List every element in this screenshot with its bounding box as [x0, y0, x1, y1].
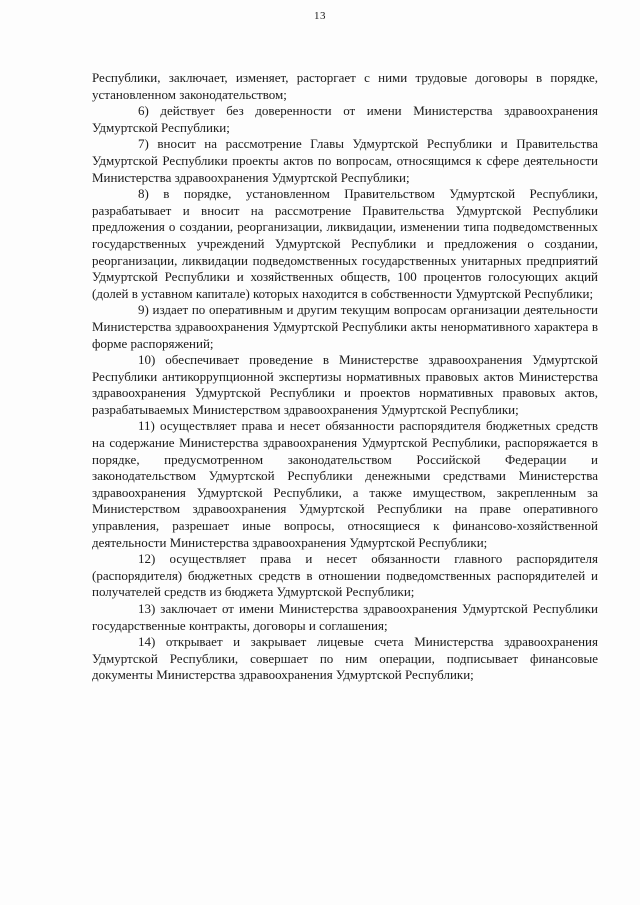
paragraph-item-12: 12) осуществляет права и несет обязанности главного распорядителя (распорядителя) бюджетных средств в отношении подведомственных распорядителей и получателей средств из бюджета Удмуртской Республики; — [92, 551, 598, 600]
paragraph-item-11: 11) осуществляет права и несет обязанности распорядителя бюджетных средств на содержание Министерства здравоохранения Удмуртской Республики, распоряжается в порядке, предусмотренном законодательством Российской Федерации и законодательством Удмуртской Республики денежными средствами Министерства здравоохранения Удмуртской Республики, а также имуществом, закрепленным за Министерством здравоохранения Удмуртской Республики на праве оперативного управления, разрешает иные вопросы, относящиеся к финансово-хозяйственной деятельности Министерства здравоохранения Удмуртской Республики; — [92, 418, 598, 550]
paragraph-item-9: 9) издает по оперативным и другим текущим вопросам организации деятельности Министерства здравоохранения Удмуртской Республики акты ненормативного характера в форме распоряжений; — [92, 302, 598, 351]
paragraph-item-8: 8) в порядке, установленном Правительством Удмуртской Республики, разрабатывает и вносит на рассмотрение Правительства Удмуртской Республики предложения о создании, реорганизации, ликвидации, изменении типа подведомственных государственных учреждений Удмуртской Республики и предложения о создании, реорганизации, ликвидации подведомственных государственных унитарных предприятий Удмуртской Республики и хозяйственных обществ, 100 процентов голосующих акций (долей в уставном капитале) которых находится в собственности Удмуртской Республики; — [92, 186, 598, 301]
paragraph-item-10: 10) обеспечивает проведение в Министерстве здравоохранения Удмуртской Республики антикоррупционной экспертизы нормативных правовых актов Министерства здравоохранения Удмуртской Республики и проектов нормативных правовых актов, разрабатываемых Министерством здравоохранения Удмуртской Республики; — [92, 352, 598, 417]
paragraph-item-14: 14) открывает и закрывает лицевые счета Министерства здравоохранения Удмуртской Республики, совершает по ним операции, подписывает финансовые документы Министерства здравоохранения Удмуртской Республики; — [92, 634, 598, 683]
document-body — [92, 70, 598, 684]
paragraph-item-6: 6) действует без доверенности от имени Министерства здравоохранения Удмуртской Республики; — [92, 103, 598, 135]
paragraph-item-13: 13) заключает от имени Министерства здравоохранения Удмуртской Республики государственные контракты, договоры и соглашения; — [92, 601, 598, 633]
page-number: 13 — [314, 10, 326, 22]
paragraph-continuation: Республики, заключает, изменяет, расторгает с ними трудовые договоры в порядке, установленном законодательством; — [92, 70, 598, 102]
paragraph-item-7: 7) вносит на рассмотрение Главы Удмуртской Республики и Правительства Удмуртской Республики проекты актов по вопросам, относящимся к сфере деятельности Министерства здравоохранения Удмуртской Республики; — [92, 136, 598, 185]
